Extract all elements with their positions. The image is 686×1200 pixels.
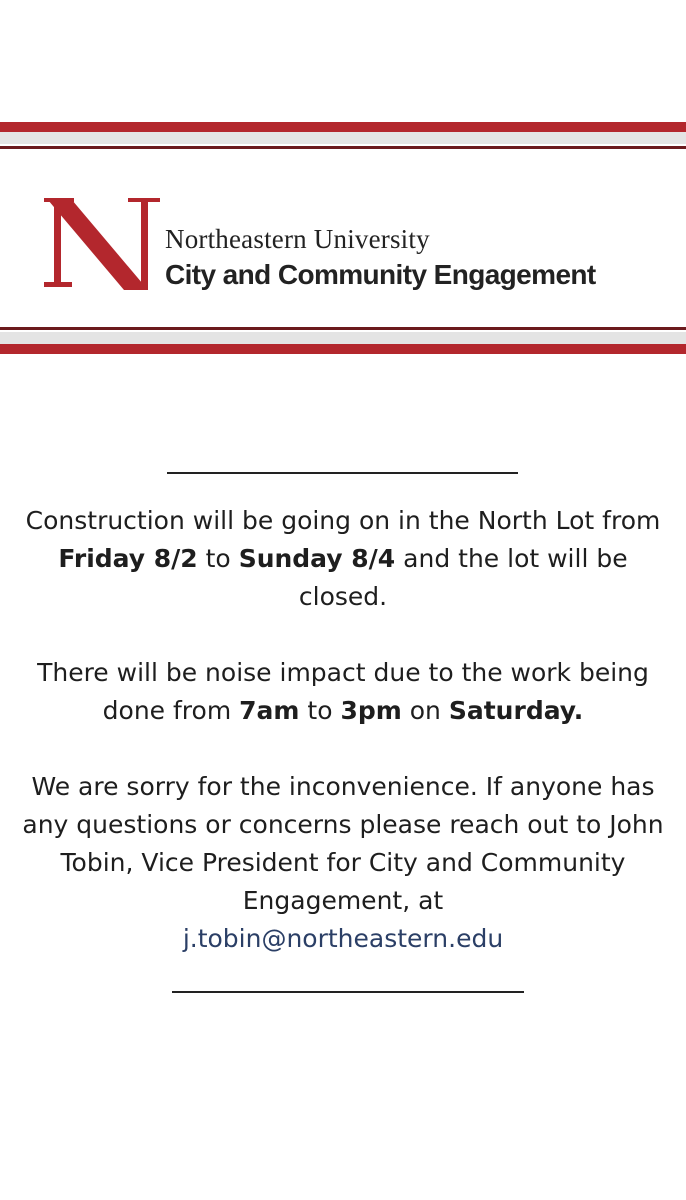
- notice-text: to: [299, 696, 341, 725]
- notice-text: There will be noise impact due to the work being done from: [37, 658, 649, 725]
- notice-date-end: Sunday 8/4: [238, 544, 396, 573]
- notice-paragraph-contact: [20, 768, 666, 958]
- top-stripe-red: [0, 122, 686, 132]
- top-stripe-thin: [0, 146, 686, 149]
- notice-date-start: Friday 8/2: [58, 544, 198, 573]
- university-name: Northeastern University: [165, 224, 430, 254]
- bottom-stripe-red: [0, 344, 686, 354]
- northeastern-logo: [44, 196, 644, 296]
- notice-time-start: 7am: [239, 696, 300, 725]
- notice-text: and the lot will be closed.: [298, 544, 628, 611]
- notice-text: on: [401, 696, 449, 725]
- top-divider: [167, 472, 518, 474]
- department-name: City and Community Engagement: [165, 259, 596, 290]
- notice-paragraph-noise: [20, 654, 666, 730]
- notice-text: We are sorry for the inconvenience. If anyone has any questions or concerns please reach out to John Tobin, Vice President for City and Community Engagement, at: [22, 772, 664, 915]
- notice-time-end: 3pm: [340, 696, 402, 725]
- bottom-divider: [172, 991, 524, 993]
- contact-email-link[interactable]: j.tobin@northeastern.edu: [182, 924, 504, 953]
- bottom-stripe-thin: [0, 327, 686, 330]
- top-stripe-grey: [0, 132, 686, 144]
- notice-paragraph-closure: [20, 502, 666, 616]
- notice-text: Construction will be going on in the North Lot from: [25, 506, 661, 535]
- bottom-stripe-grey: [0, 332, 686, 344]
- northeastern-n-icon: [44, 196, 162, 290]
- notice-text: to: [197, 544, 239, 573]
- notice-day: Saturday.: [448, 696, 584, 725]
